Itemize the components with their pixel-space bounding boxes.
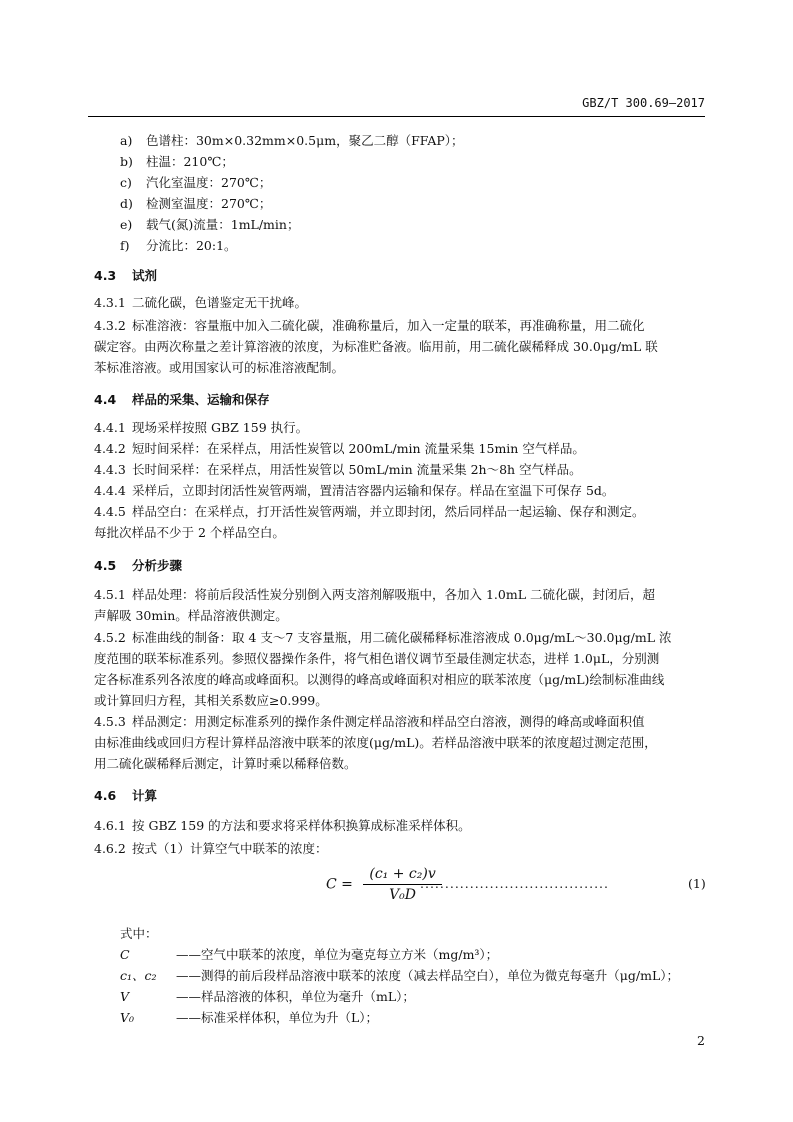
formula-leader-dots: ......................................	[420, 876, 609, 891]
page-number: 2	[697, 1033, 705, 1048]
section-heading: 4.5 分析步骤	[94, 558, 183, 573]
standard-number: GBZ/T 300.69—2017	[582, 96, 705, 110]
paragraph: 4.4.3 长时间采样：在采样点，用活性炭管以 50mL/min 流量采集 2h～8h 空气样品。	[94, 462, 582, 477]
list-item: b) 柱温：210℃；	[120, 154, 234, 169]
section-heading: 4.4 样品的采集、运输和保存	[94, 392, 270, 407]
list-item: f) 分流比：20:1。	[120, 238, 237, 253]
definition-item: V₀ ——标准采样体积，单位为升（L）；	[120, 1010, 379, 1025]
formula-lhs: C =	[326, 876, 353, 893]
paragraph: 4.5.2 标准曲线的制备：取 4 支～7 支容量瓶，用二硫化碳稀释标准溶液成 0.0μg/mL～30.0μg/mL 浓 度范围的联苯标准系列。参照仪器操作条件，将气相色谱仪调节至最佳测定状态，进样 1.0μL，分别测 定各标准系列各浓度的峰高或峰面积。以测得的峰高或峰面积对相应的联苯浓度（μg/mL)绘制标准曲线 或计算回归方程，其相关系数应≥0.999。	[94, 630, 672, 708]
definition-item: c₁、c₂ ——测得的前后段样品溶液中联苯的浓度（减去样品空白），单位为微克每毫升（μg/mL）；	[120, 968, 679, 983]
section-heading: 4.3 试剂	[94, 268, 158, 283]
list-item: d) 检测室温度：270℃；	[120, 196, 272, 211]
paragraph: 4.3.1 二硫化碳，色谱鉴定无干扰峰。	[94, 295, 308, 310]
list-item: c) 汽化室温度：270℃；	[120, 175, 272, 190]
paragraph: 4.4.4 采样后，立即封闭活性炭管两端，置清洁容器内运输和保存。样品在室温下可保存 5d。	[94, 483, 615, 498]
paragraph: 4.6.2 按式（1）计算空气中联苯的浓度：	[94, 841, 328, 856]
paragraph: 4.5.3 样品测定：用测定标准系列的操作条件测定样品溶液和样品空白溶液，测得的峰高或峰面积值 由标准曲线或回归方程计算样品溶液中联苯的浓度(μg/mL)。若样品溶液中联苯的浓度超过测定范围， 用二硫化碳稀释后测定，计算时乘以稀释倍数。	[94, 714, 657, 771]
paragraph: 4.6.1 按 GBZ 159 的方法和要求将采样体积换算成标准采样体积。	[94, 818, 471, 833]
paragraph: 4.4.1 现场采样按照 GBZ 159 执行。	[94, 420, 309, 435]
where-label: 式中：	[120, 926, 158, 941]
formula-numerator: (c₁ + c₂)v	[363, 866, 441, 885]
header-rule	[88, 116, 705, 117]
definition-item: V ——样品溶液的体积，单位为毫升（mL）；	[120, 989, 415, 1004]
paragraph: 4.3.2 标准溶液：容量瓶中加入二硫化碳，准确称量后，加入一定量的联苯，再准确称量，用二硫化 碳定容。由两次称量之差计算溶液的浓度，为标准贮备液。临用前，用二硫化碳稀释成 30.0μg/mL 联 苯标准溶液。或用国家认可的标准溶液配制。	[94, 318, 658, 375]
paragraph: 4.4.2 短时间采样：在采样点，用活性炭管以 200mL/min 流量采集 15min 空气样品。	[94, 441, 585, 456]
formula-denominator: V₀D	[389, 887, 417, 903]
list-item: a) 色谱柱：30m×0.32mm×0.5μm，聚乙二醇（FFAP）；	[120, 133, 464, 148]
paragraph: 4.4.5 样品空白：在采样点，打开活性炭管两端，并立即封闭，然后同样品一起运输、保存和测定。 每批次样品不少于 2 个样品空白。	[94, 504, 645, 540]
equation-number: (1)	[688, 876, 706, 891]
definition-item: C ——空气中联苯的浓度，单位为毫克每立方米（mg/m³）；	[120, 947, 499, 962]
paragraph: 4.5.1 样品处理：将前后段活性炭分别倒入两支溶剂解吸瓶中，各加入 1.0mL 二硫化碳，封闭后，超 声解吸 30min。样品溶液供测定。	[94, 587, 655, 623]
list-item: e) 载气(氮)流量：1mL/min；	[120, 217, 300, 232]
section-heading: 4.6 计算	[94, 788, 158, 803]
